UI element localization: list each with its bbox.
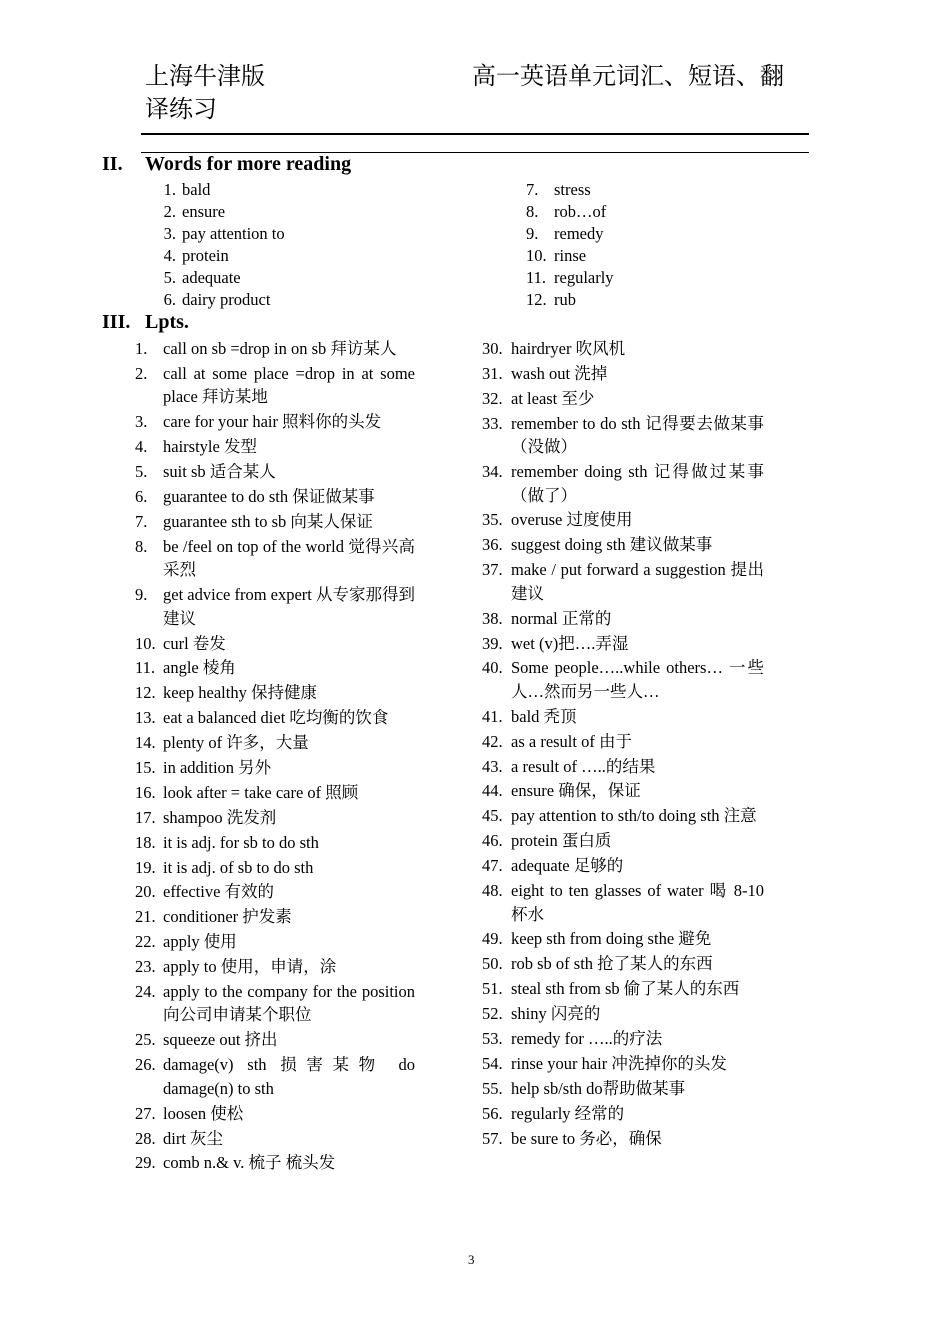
item-text: hairdryer 吹风机 [511, 339, 626, 358]
list-item [152, 223, 452, 245]
item-text: make / put forward a suggestion 提出建议 [511, 560, 764, 603]
item-text: guarantee sth to sb 向某人保证 [163, 511, 373, 531]
item-text: at least 至少 [511, 388, 595, 408]
item-text: bald [182, 180, 211, 199]
item-number: 28. [135, 1128, 156, 1148]
item-text: dirt 灰尘 [163, 1128, 224, 1148]
item-text: wet (v)把….弄湿 [511, 633, 629, 653]
item-text: angle 棱角 [163, 658, 236, 678]
item-text: remedy [554, 224, 604, 243]
item-text: steal sth from sb 偷了某人的东西 [511, 979, 740, 999]
section-3-number: III. [102, 311, 131, 333]
list-item [482, 879, 764, 926]
item-number: 35. [482, 510, 503, 530]
item-text: wash out 洗掉 [511, 363, 608, 383]
list-item [135, 756, 415, 780]
item-number: 54. [482, 1053, 503, 1073]
item-number: 41. [482, 706, 503, 726]
list-item [482, 705, 764, 729]
item-number: 39. [482, 633, 503, 653]
item-text: get advice from expert 从专家那得到建议 [163, 585, 416, 628]
item-number: 47. [482, 856, 503, 876]
item-text: it is adj. of sb to do sth [163, 857, 314, 877]
item-number: 12. [526, 290, 547, 309]
item-text: hairstyle 发型 [163, 437, 257, 457]
item-text: bald 秃顶 [511, 706, 577, 726]
header-title-right: 高一英语单元词汇、短语、翻 [472, 64, 784, 90]
list-item [482, 533, 764, 557]
list-item [135, 806, 415, 830]
item-number: 3. [135, 412, 148, 432]
item-number: 21. [135, 907, 156, 927]
list-item [482, 1102, 764, 1126]
item-number: 1. [163, 180, 176, 199]
item-number: 7. [526, 180, 539, 199]
list-item [482, 607, 764, 631]
item-number: 1. [135, 339, 148, 358]
item-text: look after = take care of 照顾 [163, 782, 359, 802]
list-item [482, 755, 764, 779]
words-list-right [526, 179, 786, 311]
item-number: 31. [482, 363, 503, 383]
list-item [135, 1102, 415, 1126]
item-number: 44. [482, 781, 503, 801]
list-item [482, 1052, 764, 1076]
list-item [482, 1027, 764, 1051]
item-text: as a result of 由于 [511, 731, 632, 751]
item-text: keep healthy 保持健康 [163, 683, 317, 703]
list-item [482, 804, 764, 828]
page-number: 3 [468, 1252, 475, 1267]
item-text: remember to do sth 记得要去做某事（没做） [511, 413, 764, 457]
item-number: 38. [482, 608, 503, 628]
item-text: apply 使用 [163, 932, 237, 952]
item-text: regularly [554, 268, 614, 287]
item-text: protein [182, 246, 229, 265]
item-number: 17. [135, 807, 156, 827]
section-2-number: II. [102, 153, 123, 175]
item-number: 55. [482, 1078, 503, 1098]
item-text: remedy for …..的疗法 [511, 1028, 663, 1048]
item-number: 5. [135, 462, 148, 482]
list-item [135, 1053, 415, 1100]
item-text: suit sb 适合某人 [163, 462, 276, 482]
item-number: 12. [135, 683, 156, 703]
item-text: call on sb =drop in on sb 拜访某人 [163, 339, 397, 358]
list-item [526, 201, 786, 223]
item-text: protein 蛋白质 [511, 831, 612, 851]
item-number: 2. [135, 363, 148, 383]
list-item [135, 362, 415, 409]
item-number: 22. [135, 932, 156, 952]
list-item [482, 730, 764, 754]
item-number: 49. [482, 929, 503, 949]
item-text: care for your hair 照料你的头发 [163, 412, 382, 432]
list-item [135, 980, 415, 1027]
item-text: ensure 确保，保证 [511, 781, 641, 801]
item-number: 51. [482, 979, 503, 999]
item-number: 11. [135, 658, 156, 678]
list-item [482, 362, 764, 386]
list-item [135, 880, 415, 904]
list-item [152, 201, 452, 223]
list-item [135, 632, 415, 656]
item-text: help sb/sth do帮助做某事 [511, 1078, 686, 1098]
list-item [135, 460, 415, 484]
list-item [482, 977, 764, 1001]
item-number: 5. [163, 268, 176, 287]
item-number: 50. [482, 954, 503, 974]
item-number: 14. [135, 733, 156, 753]
list-item [135, 1028, 415, 1052]
list-item [482, 656, 764, 703]
list-item [135, 706, 415, 730]
list-item [135, 781, 415, 805]
list-item [482, 558, 764, 605]
list-item [526, 267, 786, 289]
item-text: regularly 经常的 [511, 1103, 625, 1123]
item-text: a result of …..的结果 [511, 756, 656, 776]
item-text: shiny 闪亮的 [511, 1004, 601, 1024]
item-number: 2. [163, 202, 176, 221]
item-text: ensure [182, 202, 226, 221]
item-text: apply to 使用，申请，涂 [163, 957, 337, 977]
item-text: loosen 使松 [163, 1103, 244, 1123]
list-item [526, 223, 786, 245]
item-text: curl 卷发 [163, 633, 226, 653]
list-item [482, 779, 764, 803]
item-number: 6. [163, 290, 176, 309]
item-text: in addition 另外 [163, 757, 272, 777]
list-item [526, 179, 786, 201]
list-item [135, 955, 415, 979]
item-text: it is adj. for sb to do sth [163, 832, 319, 852]
item-number: 36. [482, 535, 503, 555]
item-number: 40. [482, 658, 503, 678]
item-text: adequate 足够的 [511, 856, 624, 876]
item-text: keep sth from doing sthe 避免 [511, 929, 712, 949]
list-item [482, 337, 764, 361]
item-number: 10. [135, 633, 156, 653]
item-number: 30. [482, 339, 503, 358]
item-text: comb n.& v. 梳子 梳头发 [163, 1153, 336, 1173]
item-text: guarantee to do sth 保证做某事 [163, 486, 375, 506]
item-text: shampoo 洗发剂 [163, 807, 277, 827]
item-text: apply to the company for the position 向公司申请某个职位 [163, 981, 415, 1025]
list-item [135, 1151, 415, 1175]
list-item [482, 632, 764, 656]
section-2-title: Words for more reading [145, 153, 352, 175]
list-item [135, 485, 415, 509]
list-item [152, 267, 452, 289]
list-item [135, 510, 415, 534]
item-number: 8. [526, 202, 539, 221]
item-text: rob sb of sth 抢了某人的东西 [511, 954, 713, 974]
list-item [482, 1077, 764, 1101]
list-item [135, 435, 415, 459]
item-text: damage(v) sth 损害某物 do damage(n) to sth [163, 1055, 415, 1098]
list-item [135, 681, 415, 705]
item-text: effective 有效的 [163, 882, 275, 902]
item-text: plenty of 许多，大量 [163, 733, 309, 753]
item-number: 11. [526, 268, 547, 287]
item-number: 43. [482, 756, 503, 776]
item-text: rinse [554, 246, 587, 265]
item-number: 32. [482, 388, 503, 408]
header-title-left: 上海牛津版 [145, 64, 265, 90]
item-number: 20. [135, 882, 156, 902]
list-item [482, 460, 764, 507]
item-number: 26. [135, 1055, 156, 1075]
item-number: 10. [526, 246, 547, 265]
list-item [135, 731, 415, 755]
item-number: 56. [482, 1103, 503, 1123]
item-number: 7. [135, 511, 148, 531]
list-item [135, 856, 415, 880]
item-text: suggest doing sth 建议做某事 [511, 535, 713, 555]
item-text: remember doing sth 记得做过某事（做了） [511, 462, 764, 505]
section-3-title: Lpts. [145, 311, 189, 333]
list-item [135, 337, 415, 361]
list-item [482, 952, 764, 976]
item-number: 42. [482, 731, 503, 751]
item-number: 25. [135, 1030, 156, 1050]
item-number: 4. [163, 246, 176, 265]
list-item [135, 831, 415, 855]
list-item [152, 289, 452, 311]
header-rule-thick [141, 133, 809, 135]
list-item [135, 905, 415, 929]
item-text: rob…of [554, 202, 607, 221]
item-number: 45. [482, 806, 503, 826]
list-item [482, 508, 764, 532]
item-text: pay attention to [182, 224, 285, 243]
lpts-list-right [482, 337, 764, 1151]
list-item [482, 1127, 764, 1151]
item-number: 37. [482, 560, 503, 580]
lpts-list-left [135, 337, 415, 1176]
item-text: adequate [182, 268, 241, 287]
list-item [482, 1002, 764, 1026]
header-title-continuation: 译练习 [145, 97, 217, 123]
item-text: rub [554, 290, 576, 309]
item-text: be /feel on top of the world 觉得兴高采烈 [163, 536, 415, 580]
item-text: call at some place =drop in at some place 拜访某地 [163, 363, 415, 407]
item-number: 18. [135, 832, 156, 852]
item-number: 33. [482, 413, 503, 433]
item-number: 6. [135, 486, 148, 506]
item-number: 23. [135, 957, 156, 977]
item-number: 4. [135, 437, 148, 457]
item-number: 9. [135, 585, 148, 605]
item-text: be sure to 务必，确保 [511, 1128, 662, 1148]
list-item [135, 583, 415, 630]
item-number: 15. [135, 757, 156, 777]
item-number: 29. [135, 1153, 156, 1173]
list-item [482, 387, 764, 411]
item-number: 13. [135, 708, 156, 728]
item-text: rinse your hair 冲洗掉你的头发 [511, 1053, 727, 1073]
item-text: squeeze out 挤出 [163, 1030, 278, 1050]
list-item [482, 829, 764, 853]
item-number: 53. [482, 1028, 503, 1048]
list-item [482, 854, 764, 878]
list-item [135, 1127, 415, 1151]
list-item [135, 410, 415, 434]
list-item [135, 930, 415, 954]
item-text: normal 正常的 [511, 608, 612, 628]
item-number: 9. [526, 224, 539, 243]
list-item [482, 927, 764, 951]
list-item [135, 656, 415, 680]
item-text: dairy product [182, 290, 271, 309]
item-number: 16. [135, 782, 156, 802]
item-text: stress [554, 180, 591, 199]
list-item [152, 179, 452, 201]
list-item [526, 245, 786, 267]
item-text: pay attention to sth/to doing sth 注意 [511, 806, 757, 826]
item-number: 8. [135, 536, 148, 556]
item-number: 52. [482, 1004, 503, 1024]
item-text: conditioner 护发素 [163, 907, 292, 927]
list-item [482, 412, 764, 459]
item-number: 24. [135, 981, 156, 1001]
list-item [152, 245, 452, 267]
item-text: Some people…..while others… 一些人…然而另一些人… [511, 658, 764, 701]
item-number: 48. [482, 881, 503, 901]
item-number: 46. [482, 831, 503, 851]
item-number: 57. [482, 1128, 503, 1148]
item-text: overuse 过度使用 [511, 510, 633, 530]
list-item [526, 289, 786, 311]
list-item [135, 535, 415, 582]
item-number: 3. [163, 224, 176, 243]
item-number: 19. [135, 857, 156, 877]
words-list-left [152, 179, 452, 311]
item-number: 34. [482, 462, 503, 482]
item-number: 27. [135, 1103, 156, 1123]
item-text: eat a balanced diet 吃均衡的饮食 [163, 708, 389, 728]
item-text: eight to ten glasses of water 喝 8-10 杯水 [511, 881, 764, 924]
